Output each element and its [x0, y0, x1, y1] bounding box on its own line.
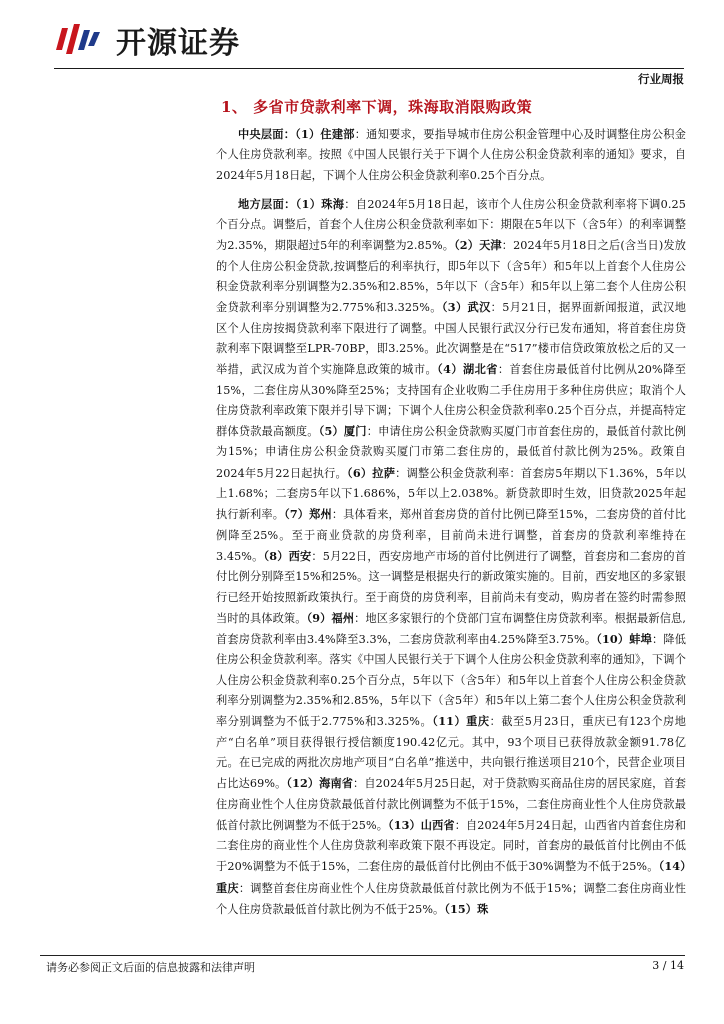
- item-text: ：调整首套住房商业性个人住房贷款最低首付款比例为不低于15%；调整二套住房商业性个人住房贷款最低首付款比例为不低于25%。: [216, 881, 687, 916]
- header-rule: [54, 68, 684, 69]
- footer-rule: [40, 955, 685, 956]
- item-text: ：5月21日，据界面新闻报道，武汉地区个人住房按揭贷款利率下限进行了调整。中国人民银行武汉分行已发布通知，将首套住房贷款利率下限调整至LPR-70BP，即3.25%。此次调整是在“517”楼市信贷政策放松之后的又一举措，武汉成为首个实施降息政策的城市。: [216, 301, 687, 377]
- item-text: ：自2024年5月25日起，对于贷款购买商品住房的居民家庭，首套住房商业性个人住房贷款最低首付款比例调整为不低于15%，二套住房商业性个人住房贷款最低首付款比例调整为不低于25%。: [216, 777, 687, 832]
- item-text: ：地区多家银行的个贷部门宣布调整住房贷款利率。根据最新信息,首套房贷款利率由3.4%降至3.3%，二套房贷款利率由4.25%降至3.75%。: [216, 611, 686, 647]
- item-heading: （15）珠: [444, 901, 489, 916]
- item-heading: （11）重庆: [432, 714, 490, 729]
- company-logo: [52, 20, 240, 60]
- item-text: ：具体看来，郑州首套房贷的首付比例已降至15%，二套房贷的首付比例降至25%。至于商业贷款的房贷利率，目前尚未进行调整，首套房的贷款利率维持在3.45%。: [216, 508, 686, 563]
- paragraph-lead: 中央层面：: [238, 127, 296, 141]
- item-text: ：降低住房公积金贷款利率。落实《中国人民银行关于下调个人住房公积金贷款利率的通知》，下调个人住房公积金贷款利率0.25个百分点，5年以下（含5年）和5年以上首套个人住房公积金贷款利率分别调整为2.35%和2.85%，5年以下（含5年）和5年以上第二套个人住房公积金贷款利率分别调整为不低于2.775%和3.325%。: [216, 633, 686, 729]
- item-heading: （1）住建部: [295, 127, 355, 141]
- item-heading: （6）拉萨: [347, 465, 396, 480]
- item-text: ：调整公积金贷款利率：首套房5年期以下1.36%，5年以上1.68%；二套房5年以下1.686%，5年以上2.038%。新贷款即时生效，旧贷款2025年起执行新利率。: [216, 466, 687, 522]
- item-text: ：5月22日，西安房地产市场的首付比例进行了调整，首套房和二套房的首付比例分别降至15%和25%。这一调整是根据央行的新政策实施的。目前，西安地区的多家银行已经开始按照新政策执行。至于商贷的房贷利率，目前尚未有变动，购房者在签约时需参照当时的具体政策。: [216, 549, 686, 625]
- item-heading: （10）蚌埠: [596, 632, 652, 647]
- logo-mark-icon: [52, 20, 112, 60]
- item-heading: （8）西安: [263, 548, 312, 563]
- section-title: 1、 多省市贷款利率下调，珠海取消限购政策: [221, 98, 533, 116]
- item-heading: （9）福州: [306, 610, 355, 625]
- item-heading: （2）天津: [454, 238, 502, 253]
- body-text: [216, 124, 686, 928]
- item-heading: （7）郑州: [284, 507, 332, 522]
- item-heading: （1）珠海: [295, 196, 345, 211]
- item-text: ：自2024年5月18日起，该市个人住房公积金贷款利率将下调0.25个百分点。调整后，首套个人住房公积金贷款利率如下：期限在5年以下（含5年）的利率调整为2.35%，期限超过5年的利率调整为2.85%。: [216, 197, 686, 253]
- item-text: ：截至5月23日，重庆已有123个房地产“白名单”项目获得银行授信额度190.42亿元。其中，93个项目已获得放款金额91.78亿元。在已完成的两批次房地产项目“白名单”推送中，共向银行推送项目210个，民营企业项目占比达69%。: [216, 715, 686, 791]
- item-text: ：2024年5月18日之后(含当日)发放的个人住房公积金贷款,按调整后的利率执行，即5年以下（含5年）和5年以上首套个人住房公积金贷款利率分别调整为2.35%和2.85%，5年以下（含5年）和5年以上第二套个人住房公积金贷款利率分别调整为2.775%和3.325%。: [216, 239, 687, 315]
- paragraph: [216, 124, 686, 186]
- page-header: [0, 0, 724, 86]
- logo-text: 开源证券: [116, 26, 240, 61]
- item-heading: （12）海南省: [286, 776, 354, 791]
- paragraph: [216, 194, 686, 920]
- item-heading: （3）武汉: [441, 300, 491, 315]
- report-type-label: 行业周报: [638, 72, 684, 86]
- item-text: ：通知要求，要指导城市住房公积金管理中心及时调整住房公积金个人住房贷款利率。按照《中国人民银行关于下调个人住房公积金贷款利率的通知》要求，自2024年5月18日起，下调个人住房公积金贷款利率0.25个百分点。: [216, 128, 686, 182]
- footer-disclaimer: 请务必参阅正文后面的信息披露和法律声明: [46, 961, 255, 974]
- paragraph-lead: 地方层面：: [238, 196, 296, 211]
- page-number: 3 / 14: [652, 959, 684, 972]
- item-text: ：自2024年5月24日起，山西省内首套住房和二套住房的商业性个人住房贷款利率政策下限不再设定。同时，首套房的最低首付比例由不低于20%调整为不低于15%，二套住房的最低首付比例由不低于30%调整为不低于25%。: [216, 818, 686, 874]
- item-heading: （14）重庆: [216, 859, 686, 895]
- item-heading: （5）厦门: [318, 424, 367, 439]
- item-text: ：申请住房公积金贷款购买厦门市首套住房的，最低首付款比例为15%；申请住房公积金贷款购买厦门市第二套住房的，最低首付款比例为25%。政策自2024年5月22日起执行。: [216, 425, 687, 480]
- item-heading: （13）山西省: [388, 817, 455, 832]
- item-text: ：首套住房最低首付比例从20%降至15%，二套住房从30%降至25%；支持国有企业收购二手住房用于多种住房供应；取消个人住房贷款利率政策下限并引导下调；下调个人住房公积金贷款利率0.25个百分点，并提高特定群体贷款最高额度。: [216, 363, 686, 439]
- item-heading: （4）湖北省: [437, 362, 498, 377]
